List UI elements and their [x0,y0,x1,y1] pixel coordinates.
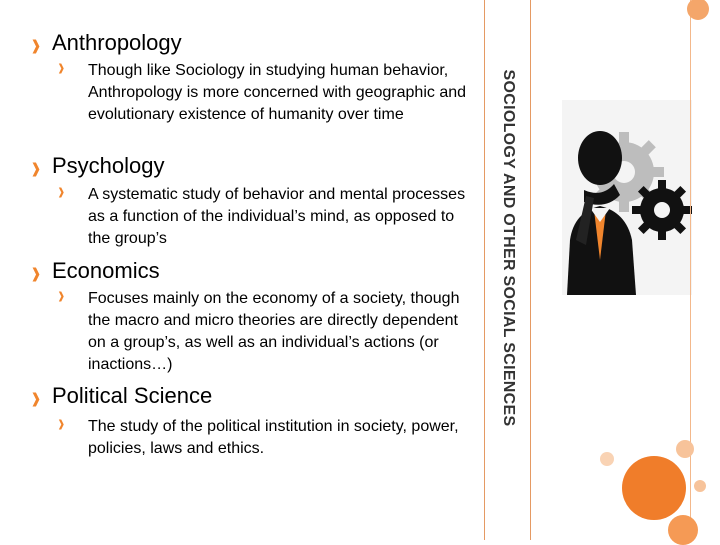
decorative-line [690,0,691,540]
topic-title: Anthropology [52,30,182,55]
divider-right [530,0,531,540]
description-text: A systematic study of behavior and mental processes as a function of the individual’s mind, as opposed to the group’s [88,186,466,247]
description-text: Focuses mainly on the economy of a society, though the macro and micro theories are directly dependent on a group’s, as well as an individual’s actions (or inactions…) [88,290,460,373]
thinker-gears-icon [562,100,692,295]
bullet-arrow-icon: ❱ [57,291,66,302]
decorative-circle [668,515,698,545]
decorative-circle [687,0,709,20]
decorative-circle [676,440,694,458]
bullet-arrow-icon: ❱ [57,187,66,198]
topic-title: Economics [52,258,160,283]
description-text: Though like Sociology in studying human behavior, Anthropology is more concerned with geographic and evolutionary existence of humanity over time [88,62,467,123]
description-text: The study of the political institution in society, power, policies, laws and ethics. [88,418,459,457]
decorative-circle [622,456,686,520]
divider-left [484,0,485,540]
bullet-arrow-icon: ❱ [30,38,42,54]
bullet-arrow-icon: ❱ [30,161,42,177]
vertical-slide-title: SOCIOLOGY AND OTHER SOCIAL SCIENCES [500,69,517,427]
bullet-arrow-icon: ❱ [30,266,42,282]
topic-title: Political Science [52,383,213,408]
decorative-circle [694,480,706,492]
decorative-circle [600,452,614,466]
bullet-arrow-icon: ❱ [30,391,42,407]
bullet-arrow-icon: ❱ [57,63,66,74]
bullet-arrow-icon: ❱ [57,419,66,430]
topic-title: Psychology [52,153,165,178]
